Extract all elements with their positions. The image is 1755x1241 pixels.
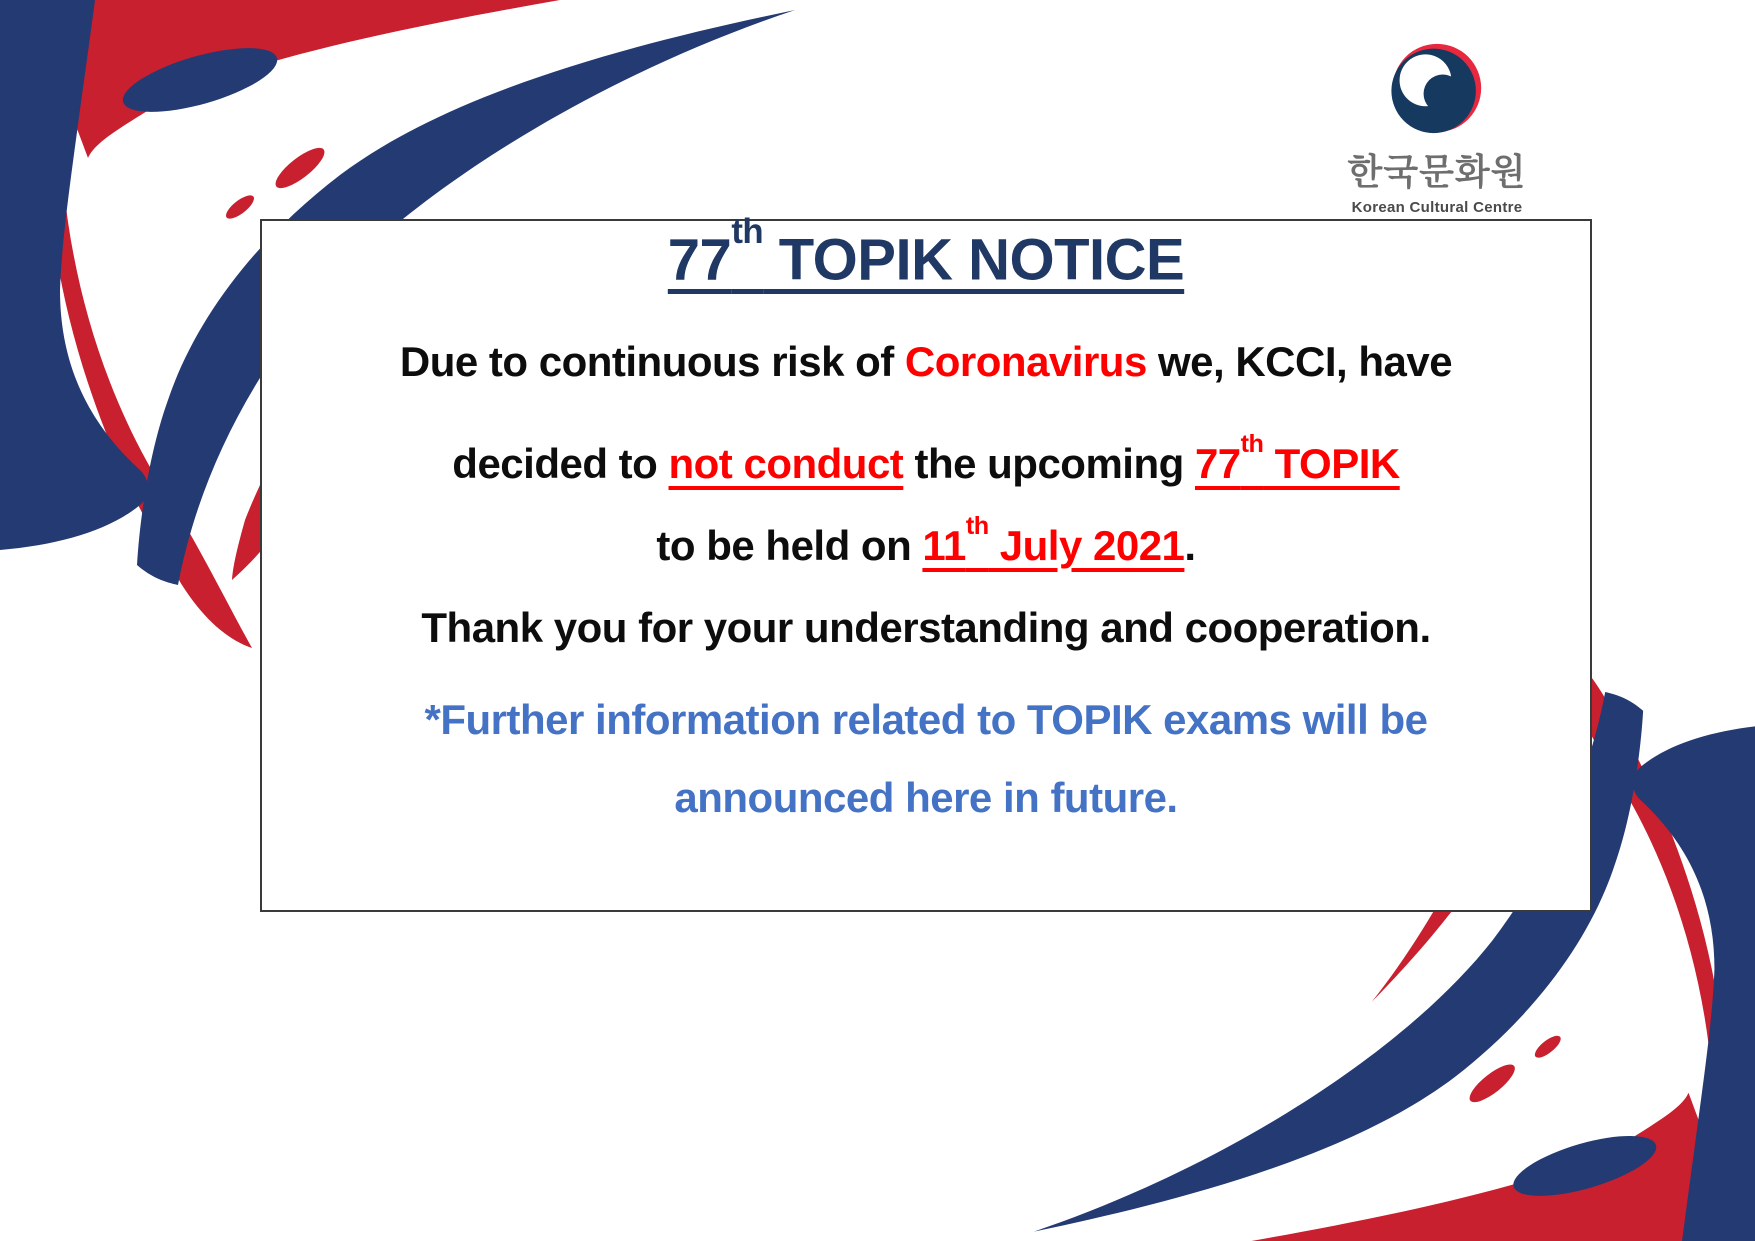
taegeuk-icon <box>1389 40 1485 136</box>
notice-line-1: Due to continuous risk of Coronavirus we, KCCI, have <box>399 338 1453 385</box>
notice-line-5: *Further information related to TOPIK exams will be <box>424 696 1428 743</box>
logo-english-name: Korean Cultural Centre <box>1351 199 1523 216</box>
topik-77-highlight: 77th TOPIK <box>1194 429 1400 487</box>
notice-line-2: decided to not conduct the upcoming 77th TOPIK <box>452 429 1400 487</box>
korean-cultural-centre-logo <box>1307 40 1567 216</box>
not-conduct-highlight: not conduct <box>668 440 904 487</box>
logo-korean-name: 한국문화원 <box>1347 151 1527 192</box>
notice-line-6: announced here in future. <box>674 774 1178 821</box>
exam-date-highlight: 11th July 2021 <box>922 511 1185 569</box>
notice-title: 77th TOPIK NOTICE <box>667 212 1185 293</box>
coronavirus-highlight: Coronavirus <box>904 338 1147 385</box>
notice-box <box>260 212 1592 912</box>
notice-line-4: Thank you for your understanding and cooperation. <box>421 604 1431 651</box>
notice-line-3: to be held on 11th July 2021. <box>656 511 1196 569</box>
